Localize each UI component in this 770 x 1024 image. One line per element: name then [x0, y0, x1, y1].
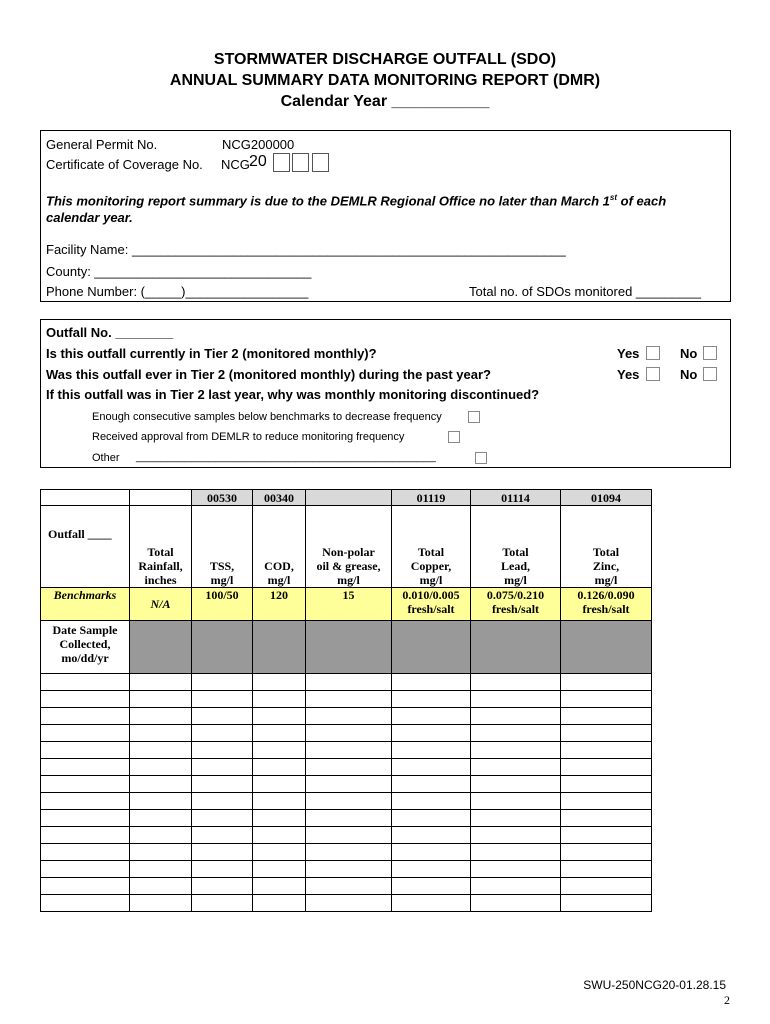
coc-label: Certificate of Coverage No.	[46, 157, 203, 172]
data-entry-cell[interactable]	[561, 895, 652, 912]
q2-no-checkbox[interactable]	[703, 367, 717, 381]
data-entry-cell[interactable]	[392, 827, 471, 844]
data-entry-cell[interactable]	[130, 742, 192, 759]
data-entry-cell[interactable]	[392, 793, 471, 810]
data-entry-cell[interactable]	[253, 776, 306, 793]
form-code: SWU-250NCG20-01.28.15	[583, 978, 726, 992]
data-entry-rows	[41, 674, 652, 912]
data-entry-cell[interactable]	[192, 878, 253, 895]
county-field[interactable]: County: ______________________________	[46, 264, 312, 279]
data-entry-cell[interactable]	[306, 844, 392, 861]
data-entry-cell[interactable]	[41, 793, 130, 810]
data-entry-cell[interactable]	[306, 708, 392, 725]
coc-digit-box-2[interactable]	[292, 153, 309, 172]
outfall-number-field[interactable]: Outfall No. ________	[46, 325, 174, 340]
data-entry-cell[interactable]	[41, 759, 130, 776]
data-entry-cell[interactable]	[192, 776, 253, 793]
data-entry-cell[interactable]	[253, 691, 306, 708]
benchmark-tss: 100/50	[192, 588, 253, 621]
data-entry-cell[interactable]	[41, 895, 130, 912]
reason-other-field[interactable]: _________________________________________________	[136, 451, 436, 463]
data-entry-cell[interactable]	[253, 793, 306, 810]
data-entry-cell[interactable]	[561, 827, 652, 844]
data-entry-cell[interactable]	[392, 810, 471, 827]
data-entry-cell[interactable]	[561, 810, 652, 827]
data-entry-cell[interactable]	[306, 674, 392, 691]
copper-header: Total Copper, mg/l	[392, 506, 471, 588]
data-entry-cell[interactable]	[561, 742, 652, 759]
code-cell	[130, 490, 192, 506]
data-entry-cell[interactable]	[471, 776, 561, 793]
data-entry-cell[interactable]	[471, 691, 561, 708]
date-sample-row	[41, 621, 652, 674]
data-entry-cell[interactable]	[471, 844, 561, 861]
code-cell	[41, 490, 130, 506]
data-entry-cell[interactable]	[392, 691, 471, 708]
reason-option-2-checkbox[interactable]	[448, 431, 460, 443]
tier2-past-question: Was this outfall ever in Tier 2 (monitored monthly) during the past year?	[46, 367, 491, 382]
shaded-cell	[561, 621, 652, 674]
shaded-cell	[471, 621, 561, 674]
table-row	[41, 844, 652, 861]
data-entry-cell[interactable]	[130, 844, 192, 861]
data-entry-cell[interactable]	[471, 793, 561, 810]
table-row	[41, 708, 652, 725]
data-entry-cell[interactable]	[41, 691, 130, 708]
tier2-current-question: Is this outfall currently in Tier 2 (monitored monthly)?	[46, 346, 377, 361]
data-entry-cell[interactable]	[392, 878, 471, 895]
benchmark-rainfall: N/A	[130, 588, 192, 621]
data-entry-cell[interactable]	[253, 895, 306, 912]
data-entry-cell[interactable]	[561, 674, 652, 691]
shaded-cell	[253, 621, 306, 674]
reason-other-label: Other	[92, 452, 120, 464]
general-permit-value: NCG200000	[222, 137, 295, 152]
benchmark-zinc: 0.126/0.090 fresh/salt	[561, 588, 652, 621]
data-entry-cell[interactable]	[392, 759, 471, 776]
data-entry-cell[interactable]	[253, 810, 306, 827]
rainfall-header: Total Rainfall, inches	[130, 506, 192, 588]
data-entry-cell[interactable]	[130, 708, 192, 725]
phone-number-field[interactable]: Phone Number: (_____)_________________	[46, 284, 309, 299]
data-entry-cell[interactable]	[392, 844, 471, 861]
shaded-cell	[306, 621, 392, 674]
data-entry-cell[interactable]	[306, 793, 392, 810]
data-entry-cell[interactable]	[192, 725, 253, 742]
data-entry-cell[interactable]	[471, 810, 561, 827]
reason-option-1-label: Enough consecutive samples below benchmarks to decrease frequency	[92, 411, 442, 423]
data-entry-cell[interactable]	[253, 742, 306, 759]
data-entry-cell[interactable]	[306, 742, 392, 759]
report-title-line-3: Calendar Year ___________	[280, 93, 490, 110]
data-entry-cell[interactable]	[41, 861, 130, 878]
benchmarks-label: Benchmarks	[41, 588, 130, 621]
table-row	[41, 674, 652, 691]
code-cell: 00530	[192, 490, 253, 506]
table-row	[41, 776, 652, 793]
q1-no-label: No	[680, 346, 698, 361]
reason-option-2-label: Received approval from DEMLR to reduce monitoring frequency	[92, 431, 405, 443]
data-entry-cell[interactable]	[471, 827, 561, 844]
data-entry-cell[interactable]	[192, 827, 253, 844]
table-row	[41, 810, 652, 827]
data-entry-cell[interactable]	[306, 827, 392, 844]
table-row	[41, 793, 652, 810]
coc-prefix: NCG	[221, 157, 250, 172]
general-permit-label: General Permit No.	[46, 137, 158, 152]
data-entry-cell[interactable]	[561, 793, 652, 810]
lead-header: Total Lead, mg/l	[471, 506, 561, 588]
data-entry-cell[interactable]	[192, 793, 253, 810]
benchmarks-row	[41, 588, 652, 621]
data-entry-cell[interactable]	[130, 793, 192, 810]
data-entry-cell[interactable]	[130, 725, 192, 742]
data-entry-cell[interactable]	[192, 708, 253, 725]
data-entry-cell[interactable]	[306, 810, 392, 827]
table-row	[41, 742, 652, 759]
data-entry-cell[interactable]	[192, 759, 253, 776]
data-entry-cell[interactable]	[192, 691, 253, 708]
code-cell: 01094	[561, 490, 652, 506]
data-entry-cell[interactable]	[41, 827, 130, 844]
data-entry-cell[interactable]	[253, 674, 306, 691]
table-row	[41, 895, 652, 912]
data-entry-cell[interactable]	[306, 759, 392, 776]
data-entry-cell[interactable]	[192, 895, 253, 912]
data-entry-cell[interactable]	[561, 708, 652, 725]
q1-no-checkbox[interactable]	[703, 346, 717, 360]
data-entry-cell[interactable]	[41, 708, 130, 725]
data-entry-cell[interactable]	[306, 861, 392, 878]
q2-no-label: No	[680, 367, 698, 382]
date-sample-label: Date Sample Collected, mo/dd/yr	[41, 621, 130, 674]
data-entry-cell[interactable]	[192, 742, 253, 759]
monitoring-data-table	[40, 489, 652, 912]
total-sdos-field[interactable]: Total no. of SDOs monitored _________	[469, 284, 701, 299]
data-entry-cell[interactable]	[41, 776, 130, 793]
data-entry-cell[interactable]	[306, 776, 392, 793]
oil-grease-header: Non-polar oil & grease, mg/l	[306, 506, 392, 588]
benchmark-lead: 0.075/0.210 fresh/salt	[471, 588, 561, 621]
data-entry-cell[interactable]	[306, 691, 392, 708]
data-entry-cell[interactable]	[471, 742, 561, 759]
data-entry-cell[interactable]	[471, 895, 561, 912]
data-entry-cell[interactable]	[561, 878, 652, 895]
data-entry-cell[interactable]	[130, 878, 192, 895]
data-entry-cell[interactable]	[130, 861, 192, 878]
parameter-codes-row	[41, 490, 652, 506]
facility-name-field[interactable]: Facility Name: ____________________________________________________________	[46, 242, 566, 257]
data-entry-cell[interactable]	[471, 674, 561, 691]
cod-header: COD, mg/l	[253, 506, 306, 588]
data-entry-cell[interactable]	[130, 691, 192, 708]
data-entry-cell[interactable]	[130, 810, 192, 827]
data-entry-cell[interactable]	[471, 759, 561, 776]
data-entry-cell[interactable]	[561, 861, 652, 878]
data-entry-cell[interactable]	[253, 759, 306, 776]
data-entry-cell[interactable]	[471, 725, 561, 742]
data-entry-cell[interactable]	[306, 878, 392, 895]
data-entry-cell[interactable]	[253, 827, 306, 844]
reason-other-checkbox[interactable]	[475, 452, 487, 464]
shaded-cell	[130, 621, 192, 674]
data-entry-cell[interactable]	[130, 895, 192, 912]
data-entry-cell[interactable]	[130, 759, 192, 776]
outfall-header[interactable]: Outfall ____	[41, 506, 130, 588]
data-entry-cell[interactable]	[392, 708, 471, 725]
benchmark-oil-grease: 15	[306, 588, 392, 621]
data-entry-cell[interactable]	[471, 861, 561, 878]
table-row	[41, 691, 652, 708]
shaded-cell	[192, 621, 253, 674]
coc-digit-box-1[interactable]	[273, 153, 290, 172]
table-row	[41, 861, 652, 878]
data-entry-cell[interactable]	[392, 776, 471, 793]
coc-digit-box-3[interactable]	[312, 153, 329, 172]
data-entry-cell[interactable]	[561, 691, 652, 708]
q1-yes-checkbox[interactable]	[646, 346, 660, 360]
data-entry-cell[interactable]	[253, 861, 306, 878]
data-entry-cell[interactable]	[392, 674, 471, 691]
data-entry-cell[interactable]	[392, 861, 471, 878]
data-entry-cell[interactable]	[253, 725, 306, 742]
zinc-header: Total Zinc, mg/l	[561, 506, 652, 588]
table-row	[41, 827, 652, 844]
data-entry-cell[interactable]	[471, 878, 561, 895]
data-entry-cell[interactable]	[253, 844, 306, 861]
code-cell: 01114	[471, 490, 561, 506]
data-entry-cell[interactable]	[41, 725, 130, 742]
reason-option-1-checkbox[interactable]	[468, 411, 480, 423]
data-entry-cell[interactable]	[561, 844, 652, 861]
data-entry-cell[interactable]	[392, 742, 471, 759]
data-entry-cell[interactable]	[192, 861, 253, 878]
page-number: 2	[724, 993, 730, 1007]
benchmark-cod: 120	[253, 588, 306, 621]
shaded-cell	[392, 621, 471, 674]
tier2-discontinued-question: If this outfall was in Tier 2 last year, why was monthly monitoring discontinued?	[46, 387, 540, 402]
report-title-line-2: ANNUAL SUMMARY DATA MONITORING REPORT (DMR)	[169, 72, 601, 89]
data-entry-cell[interactable]	[253, 708, 306, 725]
data-entry-cell[interactable]	[192, 810, 253, 827]
data-entry-cell[interactable]	[306, 725, 392, 742]
permit-info-box	[40, 130, 731, 302]
table-row	[41, 878, 652, 895]
table-row	[41, 759, 652, 776]
code-cell: 01119	[392, 490, 471, 506]
data-entry-cell[interactable]	[561, 759, 652, 776]
data-entry-cell[interactable]	[41, 844, 130, 861]
data-entry-cell[interactable]	[130, 827, 192, 844]
code-cell	[306, 490, 392, 506]
coc-number: 20	[249, 153, 267, 170]
tss-header: TSS, mg/l	[192, 506, 253, 588]
q1-yes-label: Yes	[617, 346, 640, 361]
data-entry-cell[interactable]	[41, 674, 130, 691]
report-title-line-1: STORMWATER DISCHARGE OUTFALL (SDO)	[213, 51, 557, 68]
data-entry-cell[interactable]	[41, 810, 130, 827]
code-cell: 00340	[253, 490, 306, 506]
data-entry-cell[interactable]	[253, 878, 306, 895]
q2-yes-label: Yes	[617, 367, 640, 382]
data-entry-cell[interactable]	[306, 895, 392, 912]
data-entry-cell[interactable]	[192, 674, 253, 691]
table-row	[41, 725, 652, 742]
data-entry-cell[interactable]	[392, 725, 471, 742]
data-entry-cell[interactable]	[392, 895, 471, 912]
outfall-info-box	[40, 319, 731, 468]
benchmark-copper: 0.010/0.005 fresh/salt	[392, 588, 471, 621]
data-entry-cell[interactable]	[471, 708, 561, 725]
data-entry-cell[interactable]	[130, 776, 192, 793]
data-entry-cell[interactable]	[561, 776, 652, 793]
data-entry-cell[interactable]	[192, 844, 253, 861]
data-entry-cell[interactable]	[130, 674, 192, 691]
data-entry-cell[interactable]	[41, 742, 130, 759]
data-entry-cell[interactable]	[561, 725, 652, 742]
due-date-notice: This monitoring report summary is due to the DEMLR Regional Office no later than March 1st of each calendar year.	[46, 193, 667, 226]
data-entry-cell[interactable]	[41, 878, 130, 895]
q2-yes-checkbox[interactable]	[646, 367, 660, 381]
column-headers-row	[41, 506, 652, 588]
